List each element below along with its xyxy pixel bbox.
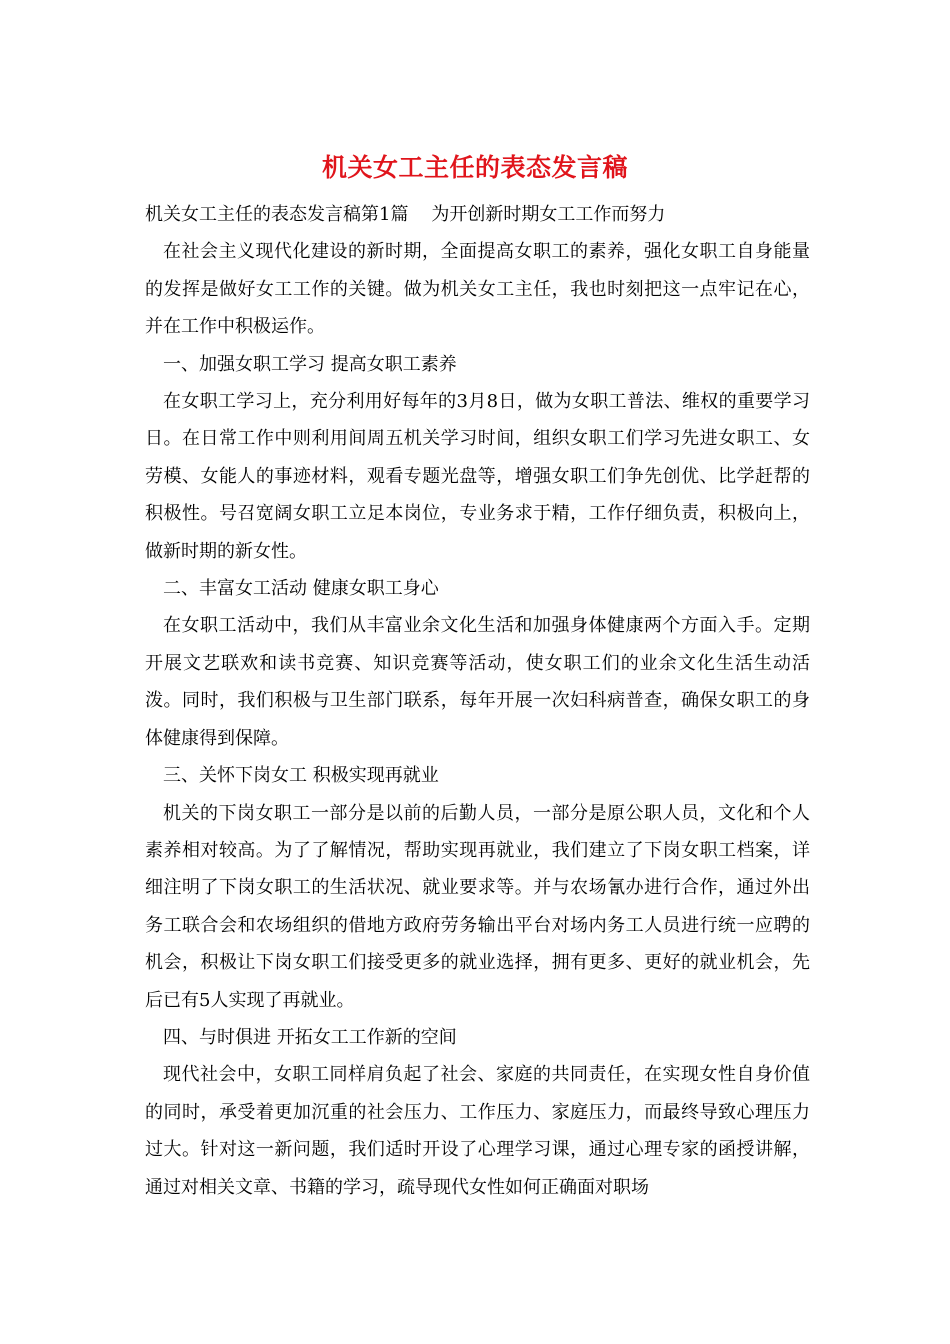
document-title: 机关女工主任的表态发言稿 <box>321 153 628 182</box>
document-subtitle: 机关女工主任的表态发言稿第1篇 为开创新时期女工工作而努力 <box>145 204 666 225</box>
paragraph: 现代社会中，女职工同样肩负起了社会、家庭的共同责任，在实现女性自身价值的同时，承受着更加沉重的社会压力、工作压力、家庭压力，而最终导致心理压力过大。针对这一新问题，我们适时开设了心理学习课，通过心理专家的函授讲解，通过对相关文章、书籍的学习，疏导现代女性如何正确面对职场 <box>145 1064 810 1198</box>
section-heading: 二、丰富女工活动 健康女职工身心 <box>163 578 439 600</box>
paragraph: 机关的下岗女职工一部分是以前的后勤人员，一部分是原公职人员，文化和个人素养相对较高。为了了解情况，帮助实现再就业，我们建立了下岗女职工档案，详细注明了下岗女职工的生活状况、就业要求等。并与农场氰办进行合作，通过外出务工联合会和农场组织的借地方政府劳务输出平台对场内务工人员进行统一应聘的机会，积极让下岗女职工们接受更多的就业选择，拥有更多、更好的就业机会，先后已有5人实现了再就业。 <box>145 802 810 1011</box>
section-heading: 三、关怀下岗女工 积极实现再就业 <box>163 765 439 787</box>
document-body <box>145 196 810 1206</box>
paragraph: 在女职工活动中，我们从丰富业余文化生活和加强身体健康两个方面入手。定期开展文艺联欢和读书竞赛、知识竞赛等活动，使女职工们的业余文化生活生动活泼。同时，我们积极与卫生部门联系，每年开展一次妇科病普查，确保女职工的身体健康得到保障。 <box>145 615 810 749</box>
paragraph: 在女职工学习上，充分利用好每年的3月8日，做为女职工普法、维权的重要学习日。在日常工作中则利用间周五机关学习时间，组织女职工们学习先进女职工、女劳模、女能人的事迹材料，观看专题光盘等，增强女职工们争先创优、比学赶帮的积极性。号召宽阔女职工立足本岗位，专业务求于精，工作仔细负责，积极向上，做新时期的新女性。 <box>145 391 810 562</box>
paragraph: 在社会主义现代化建设的新时期，全面提高女职工的素养，强化女职工自身能量的发挥是做好女工工作的关键。做为机关女工主任，我也时刻把这一点牢记在心，并在工作中积极运作。 <box>145 241 810 338</box>
section-heading: 一、加强女职工学习 提高女职工素养 <box>163 353 457 375</box>
section-heading: 四、与时俱进 开拓女工工作新的空间 <box>163 1026 457 1048</box>
